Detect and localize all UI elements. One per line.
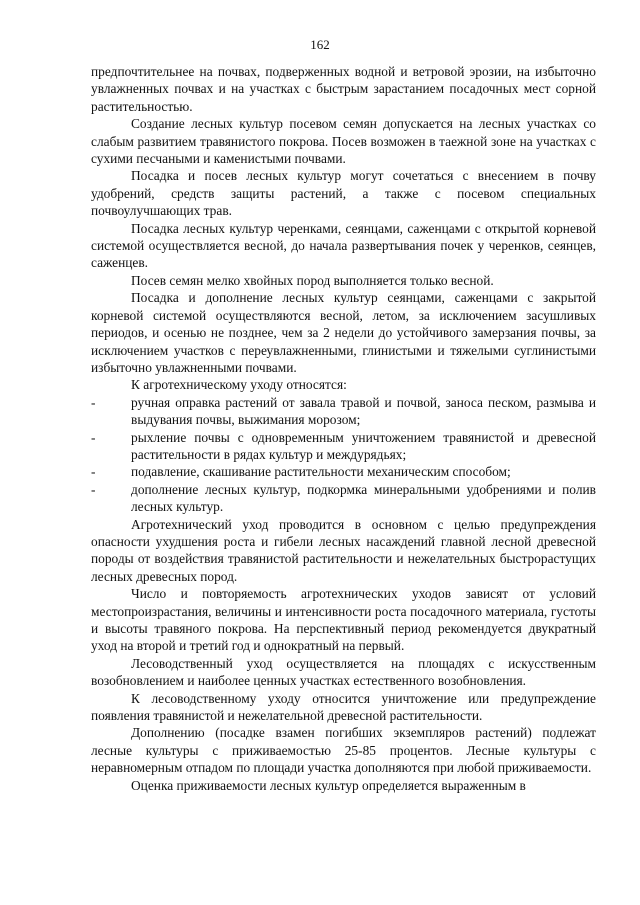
list-item: [91, 429, 596, 464]
list-item-text: ручная оправка растений от завала травой и почвой, заноса песком, размыва и выдувания почвы, выжимания морозом;: [131, 394, 596, 428]
paragraph: К агротехническому уходу относятся:: [131, 377, 347, 393]
paragraph: Посадка лесных культур черенками, сеянцами, саженцами с открытой корневой системой осуществляется весной, до начала развертывания почек у черенков, сеянцев, саженцев.: [91, 220, 596, 271]
page-number: 162: [310, 37, 330, 52]
list-item-text: рыхление почвы с одновременным уничтожением травянистой и древесной растительности в рядах культур и междурядьях;: [131, 429, 596, 462]
paragraph: Оценка приживаемости лесных культур определяется выраженным в: [131, 777, 526, 793]
document-body: [91, 63, 596, 794]
paragraph: Число и повторяемость агротехнических уходов зависят от условий местопроизрастания, величины и интенсивности роста посадочного материала, густоты и высоты травяного покрова. На перспективный период рекомендуется двукратный уход на второй и третий год и однократный на первый.: [91, 586, 596, 654]
paragraph: Агротехнический уход проводится в основном с целью предупреждения опасности ухудшения роста и гибели лесных насаждений главной лесной древесной породы от воздействия травянистой растительности и нежелательных быстрорастущих лесных древесных пород.: [91, 516, 596, 584]
paragraph: Посев семян мелко хвойных пород выполняется только весной.: [131, 272, 494, 288]
list-item: [91, 481, 596, 516]
list-bullet: -: [91, 481, 96, 497]
paragraph: предпочтительнее на почвах, подверженных водной и ветровой эрозии, на избыточно увлажненных почвах и на участках с быстрым зарастанием посадочных мест сорной растительностью.: [91, 64, 596, 114]
care-measures-list: [91, 394, 596, 516]
paragraph: Создание лесных культур посевом семян допускается на лесных участках со слабым развитием травянистого покрова. Посев возможен в таежной зоне на участках с сухими песчаными и каменистыми почвами.: [91, 116, 596, 167]
paragraph: Посадка и посев лесных культур могут сочетаться с внесением в почву удобрений, средств защиты растений, а также с посевом специальных почвоулучшающих трав.: [91, 168, 596, 219]
list-item: [91, 463, 596, 480]
paragraph: Посадка и дополнение лесных культур сеянцами, саженцами с закрытой корневой системой осуществляются весной, летом, за исключением засушливых периодов, и осенью не позднее, чем за 2 недели до устойчивого замерзания почвы, за исключением участков с переувлажненными, глинистыми и тяжелыми суглинистыми избыточно увлажненными почвами.: [91, 290, 596, 375]
list-bullet: -: [91, 394, 96, 410]
list-item-text: подавление, скашивание растительности механическим способом;: [131, 464, 511, 480]
list-item-text: дополнение лесных культур, подкормка минеральными удобрениями и полив лесных культур.: [131, 481, 596, 515]
paragraph: Лесоводственный уход осуществляется на площадях с искусственным возобновлением и наиболее ценных участках естественного возобновления.: [91, 655, 596, 689]
list-item: [91, 394, 596, 429]
list-bullet: -: [91, 464, 96, 480]
paragraph: Дополнению (посадке взамен погибших экземпляров растений) подлежат лесные культуры с приживаемостью 25-85 процентов. Лесные культуры с неравномерным отпадом по площади участка дополняются при любой приживаемости.: [91, 725, 596, 776]
paragraph: К лесоводственному уходу относится уничтожение или предупреждение появления травянистой и нежелательной древесной растительности.: [91, 690, 596, 724]
list-bullet: -: [91, 429, 96, 445]
